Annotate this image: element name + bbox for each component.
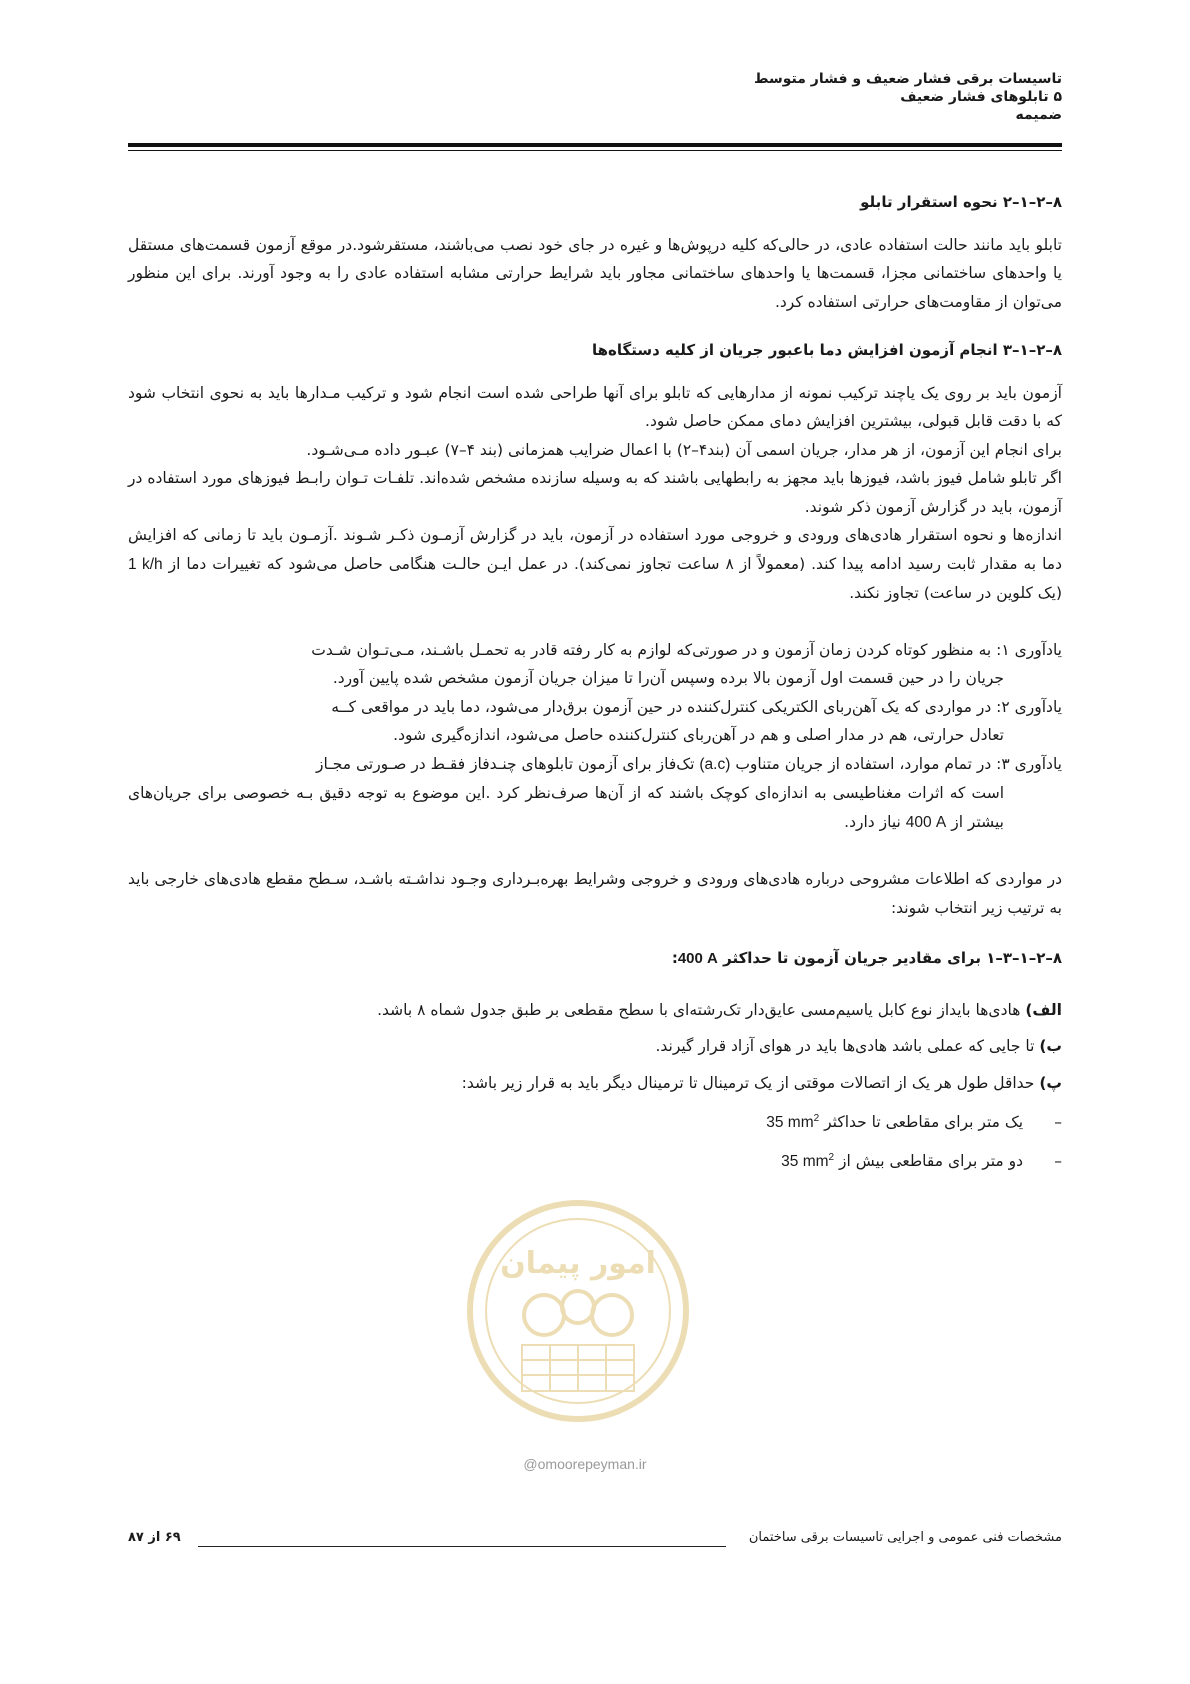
note-3 <box>128 750 1062 838</box>
list-item-p-text: حداقل طول هر یک از اتصالات موقتی از یک ترمینال تا ترمینال دیگر باید به قرار زیر باشد: <box>461 1073 1035 1092</box>
note-3-first-end: تک‌فاز برای آزمون تابلوهای چنـدفاز فقـط در صـورتی مجـاز <box>315 754 695 773</box>
list-item-a <box>128 996 1062 1025</box>
watermark-inner-ring <box>486 1219 670 1403</box>
watermark-url: @omoorepeyman.ir <box>523 1456 647 1472</box>
header-rule-thin <box>128 150 1062 151</box>
section-heading-3: ۸–۲–۱–۳ انجام آزمون افزایش دما باعبور جریان از کلیه دستگاه‌ها <box>591 341 1062 359</box>
note-2 <box>128 693 1062 750</box>
header-line-3: ضمیمه <box>1015 107 1062 123</box>
page-footer <box>128 1530 1062 1554</box>
note-3-ac: (a.c) <box>699 755 731 773</box>
section-3-paragraph-4-text: اندازه‌ها و نحوه استقرار هادی‌های ورودی و خروجی مورد استفاده در آزمون، باید در گزارش آزمـون ذکـر شـوند .آزمـون باید تا زمانی که افزایش دما به مقدار ثابت رسید ادامه پیدا کند. (معمولاً از ۸ ساعت تجاوز نمی‌کند). در عمل ایـن حالـت هنگامی حاصل می‌شود که تغییرات دما از <box>128 526 1063 573</box>
header-line-2: ۵ تابلوهای فشار ضعیف <box>900 89 1062 105</box>
dash-item-1 <box>128 1105 1062 1138</box>
section-3-paragraph-3: اگر تابلو شامل فیوز باشد، فیوزها باید مجهز به رابطهایی باشند که به وسیله سازنده مشخص شده‌اند. تلفـات تـوان رابـط فیوزهای مورد استفاده در آزمون، باید در گزارش آزمون ذکر شوند. <box>128 469 1062 516</box>
section-3-paragraph-4-end: (یک کلوین در ساعت) تجاوز نکند. <box>849 584 1062 602</box>
list-item-b-label: ب) <box>1039 1037 1062 1055</box>
watermark-logo <box>462 1195 694 1427</box>
watermark-text: امور پیمان <box>500 1246 656 1281</box>
dash-item-2-value <box>781 1153 834 1170</box>
conductors-paragraph: در مواردی که اطلاعات مشروحی درباره هادی‌های ورودی و خروجی وشرایط بهره‌بـرداری وجـود نداشـته باشـد، سـطح مقطع هادی‌های خارجی باید به ترتیب زیر انتخاب شوند: <box>128 870 1062 917</box>
dash-item-1-text: یک متر برای مقاطعی تا حداکثر <box>824 1113 1024 1132</box>
header-rule-thick <box>128 143 1062 147</box>
note-1-rest: جریان را در حین قسمت اول آزمون بالا برده وسپس آن‌را تا میزان جریان آزمون مشخص شده پایین آورد. <box>332 669 1004 687</box>
note-2-first: یادآوری ۲: در مواردی که یک آهن‌ربای الکتریکی کنترل‌کننده در حین آزمون برق‌دار می‌شود، دما باید در مواقعی کــه <box>331 697 1062 716</box>
section-3-paragraph-1: آزمون باید بر روی یک یاچند ترکیب نمونه از مدارهایی که تابلو برای آنها طراحی شده است انجام شود و ترکیب مـدارها باید به نحوی انتخاب شود که با دقت قابل قبولی، بیشترین افزایش دمای ممکن حاصل شود. <box>128 383 1062 430</box>
list-item-p-label: پ) <box>1039 1073 1062 1092</box>
page-header <box>128 70 1062 124</box>
dash-item-1-value <box>766 1114 819 1131</box>
footer-rule <box>198 1546 726 1547</box>
header-line-1: تاسیسات برقی فشار ضعیف و فشار متوسط <box>753 71 1062 87</box>
dash-item-1-sup: 2 <box>813 1113 820 1124</box>
watermark-outer-ring <box>470 1203 686 1419</box>
note-3-first: یادآوری ۳: در تمام موارد، استفاده از جریان متناوب <box>735 754 1062 773</box>
page-number: ۶۹ از ۸۷ <box>128 1530 181 1545</box>
dash-item-2-text: دو متر برای مقاطعی بیش از <box>839 1151 1024 1170</box>
dash-mark-2: – <box>1054 1151 1062 1170</box>
temperature-rate-value: 1 k/h <box>128 555 163 573</box>
watermark-grid-icon <box>522 1345 634 1391</box>
section-3-paragraph-4 <box>128 521 1062 608</box>
note-3-rest-wrap <box>128 779 1062 837</box>
dash-item-2 <box>128 1144 1062 1177</box>
note-1-first: یادآوری ۱: به منظور کوتاه کردن زمان آزمون و در صورتی‌که لوازم به کار رفته قادر به تحمـل باشـند، مـی‌تـوان شـدت <box>311 640 1062 659</box>
section-heading-2: ۸–۲–۱–۲ نحوه استقرار تابلو <box>860 193 1062 211</box>
section-3-paragraph-2: برای انجام این آزمون، از هر مدار، جریان اسمی آن (بند۴–۲) با اعمال ضرایب همزمانی (بند ۴–۷) عبـور داده مـی‌شـود. <box>306 440 1062 459</box>
note-3-end: نیاز دارد. <box>844 812 901 831</box>
note-1 <box>128 636 1062 693</box>
list-item-a-label: الف) <box>1025 1000 1062 1019</box>
note-2-rest: تعادل حرارتی، هم در مدار اصلی و هم در آهن‌ربای کنترل‌کننده حاصل می‌شود، اندازه‌گیری شود. <box>393 726 1004 744</box>
list-item-a-text: هادی‌ها بایداز نوع کابل یاسیم‌مسی عایق‌دار تک‌رشته‌ای با سطح مقطعی بر طبق جدول شماه ۸ باشد. <box>377 1000 1021 1019</box>
dash-item-2-sup: 2 <box>828 1151 835 1163</box>
watermark-gears-icon <box>524 1291 632 1335</box>
section-2-body: تابلو باید مانند حالت استفاده عادی، در حالی‌که کلیه درپوش‌ها و غیره در جای خود نصب می‌باشند، مستقرشود.در موقع آزمون قسمت‌های مستقل یا واحدهای ساختمانی مجزا، قسمت‌ها یا واحدهای ساختمانی مجاور باید شرایط حرارتی مشابه استفاده عادی را به وجود آورند. برای این منظور می‌توان از مقاومت‌های حرارتی استفاده کرد. <box>128 235 1062 311</box>
list-item-b <box>128 1032 1062 1061</box>
section-3-1-heading-colon: : <box>671 949 678 967</box>
dash-item-1-number: 35 mm <box>766 1114 814 1132</box>
section-3-1-heading-value: 400 A <box>677 950 718 967</box>
dash-item-2-number: 35 mm <box>781 1152 829 1170</box>
note-3-current-value: 400 A <box>905 813 947 831</box>
dash-mark-1: – <box>1054 1113 1062 1132</box>
footer-title: مشخصات فنی عمومی و اجرایی تاسیسات برقی ساختمان <box>748 1530 1062 1545</box>
list-item-b-text: تا جایی که عملی باشد هادی‌ها باید در هوای آزاد قرار گیرند. <box>655 1037 1035 1055</box>
list-item-p <box>128 1069 1062 1098</box>
page-content <box>128 188 1062 1176</box>
section-heading-3-1 <box>128 944 1062 974</box>
note-3-rest: است که اثرات مغناطیسی به اندازه‌ای کوچک باشند که از آن‌ها صرف‌نظر کرد .این موضوع به توجه دقیق بـه خصوصی برای جریان‌های بیشتر از <box>128 784 1004 831</box>
section-3-1-heading-text: ۸–۲–۱–۳–۱ برای مقادیر جریان آزمون تا حداکثر <box>723 949 1062 967</box>
